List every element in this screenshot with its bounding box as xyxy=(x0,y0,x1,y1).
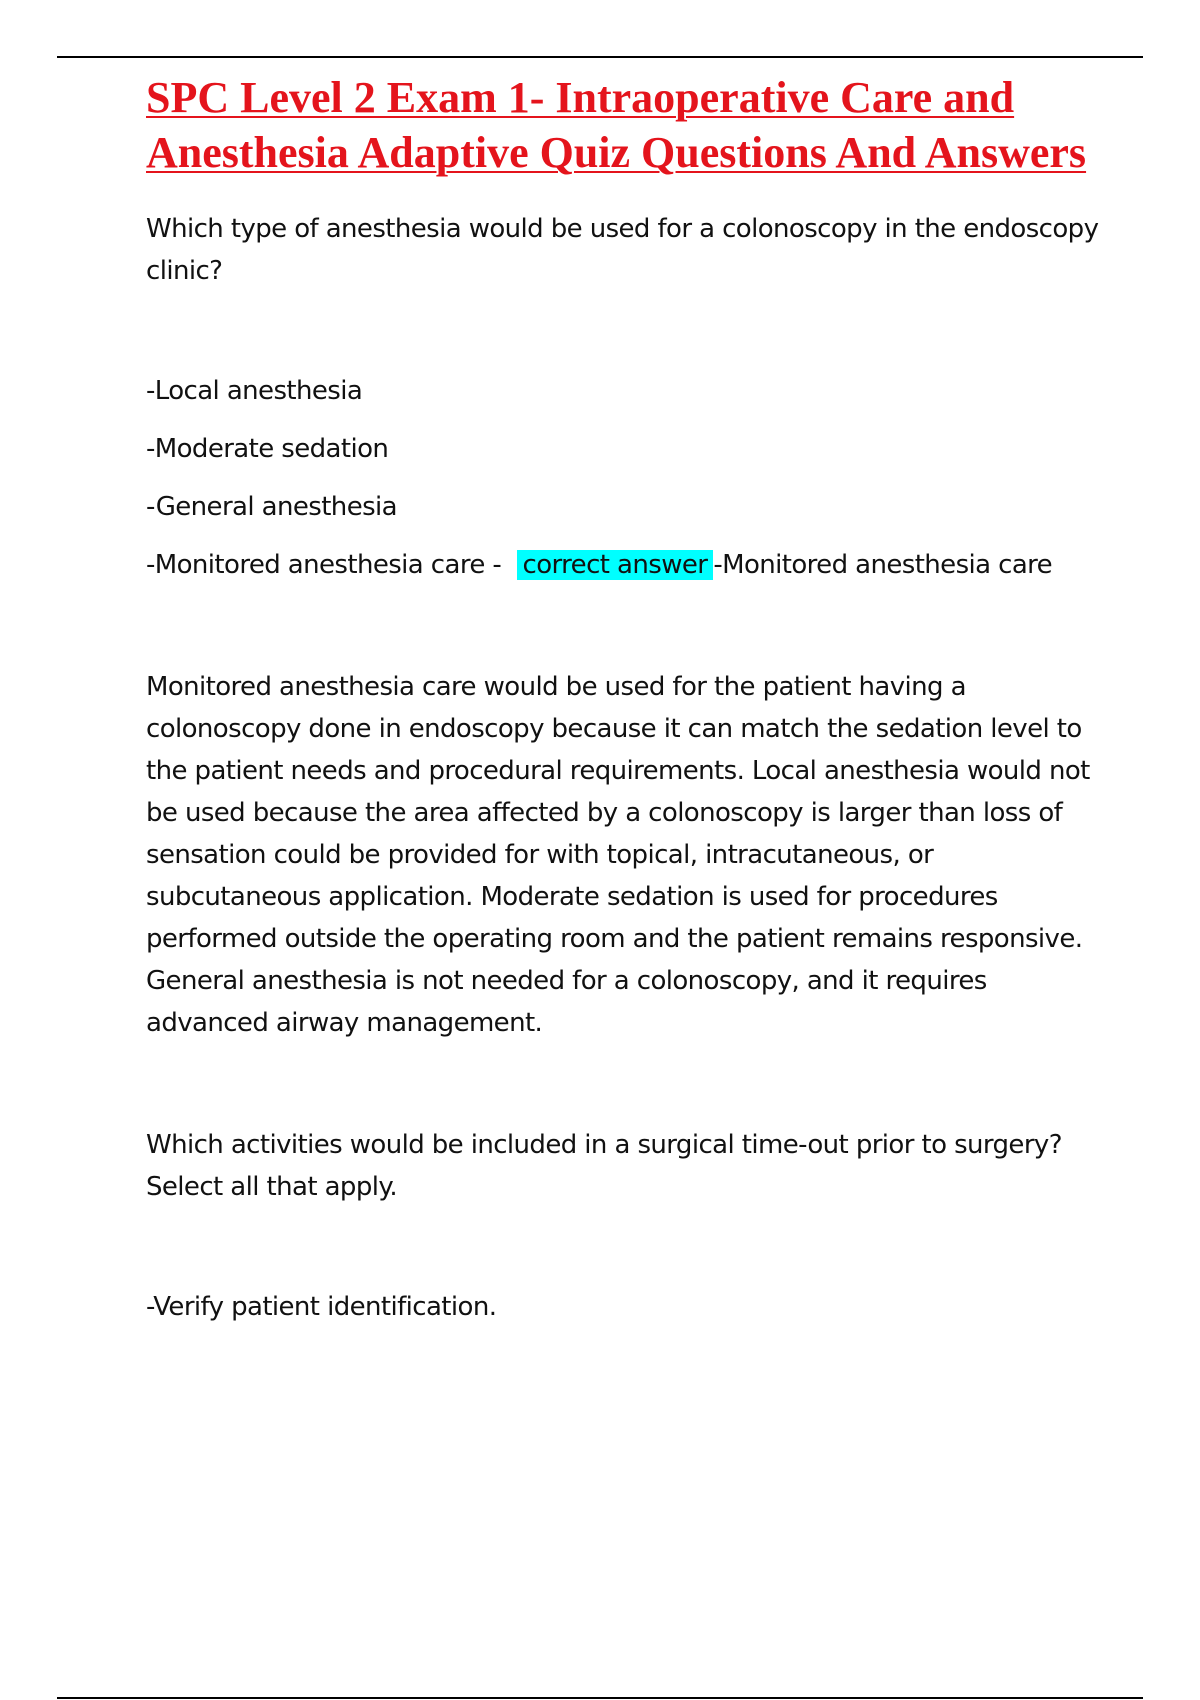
option-moderate-sedation: -Moderate sedation xyxy=(146,434,389,464)
question-2-prompt: Which activities would be included in a surgical time-out prior to surgery? Select all that apply. xyxy=(146,1130,1062,1202)
option-label: -Monitored anesthesia care - xyxy=(146,550,502,580)
question-1-rationale: Monitored anesthesia care would be used for the patient having a colonoscopy done in endoscopy because it can match the sedation level to the patient needs and procedural requirements. Local anesthesia would not be used because the area affected by a colonoscopy is larger than loss of sensation could be provided for with topical, intracutaneous, or subcutaneous application. Moderate sedation is used for procedures performed outside the operating room and the patient remains responsive. General anesthesia is not needed for a colonoscopy, and it requires advanced airway management. xyxy=(146,672,1090,1038)
question-2-options xyxy=(146,1286,1106,1328)
correct-answer-marker: correct answer xyxy=(517,550,714,580)
document-title: SPC Level 2 Exam 1- Intraoperative Care and Anesthesia Adaptive Quiz Questions And Answers xyxy=(146,73,1087,177)
option-local-anesthesia: -Local anesthesia xyxy=(146,376,363,406)
correct-answer-text: -Monitored anesthesia care xyxy=(713,550,1053,580)
option-general-anesthesia: -General anesthesia xyxy=(146,492,397,522)
option-monitored-anesthesia-care xyxy=(146,544,1106,586)
document-body xyxy=(146,70,1106,1344)
bottom-rule xyxy=(57,1697,1143,1699)
top-rule xyxy=(57,56,1143,58)
question-1-options xyxy=(146,370,1106,586)
question-1-prompt: Which type of anesthesia would be used for a colonoscopy in the endoscopy clinic? xyxy=(146,214,1099,286)
option-verify-patient-identification: -Verify patient identification. xyxy=(146,1292,497,1322)
